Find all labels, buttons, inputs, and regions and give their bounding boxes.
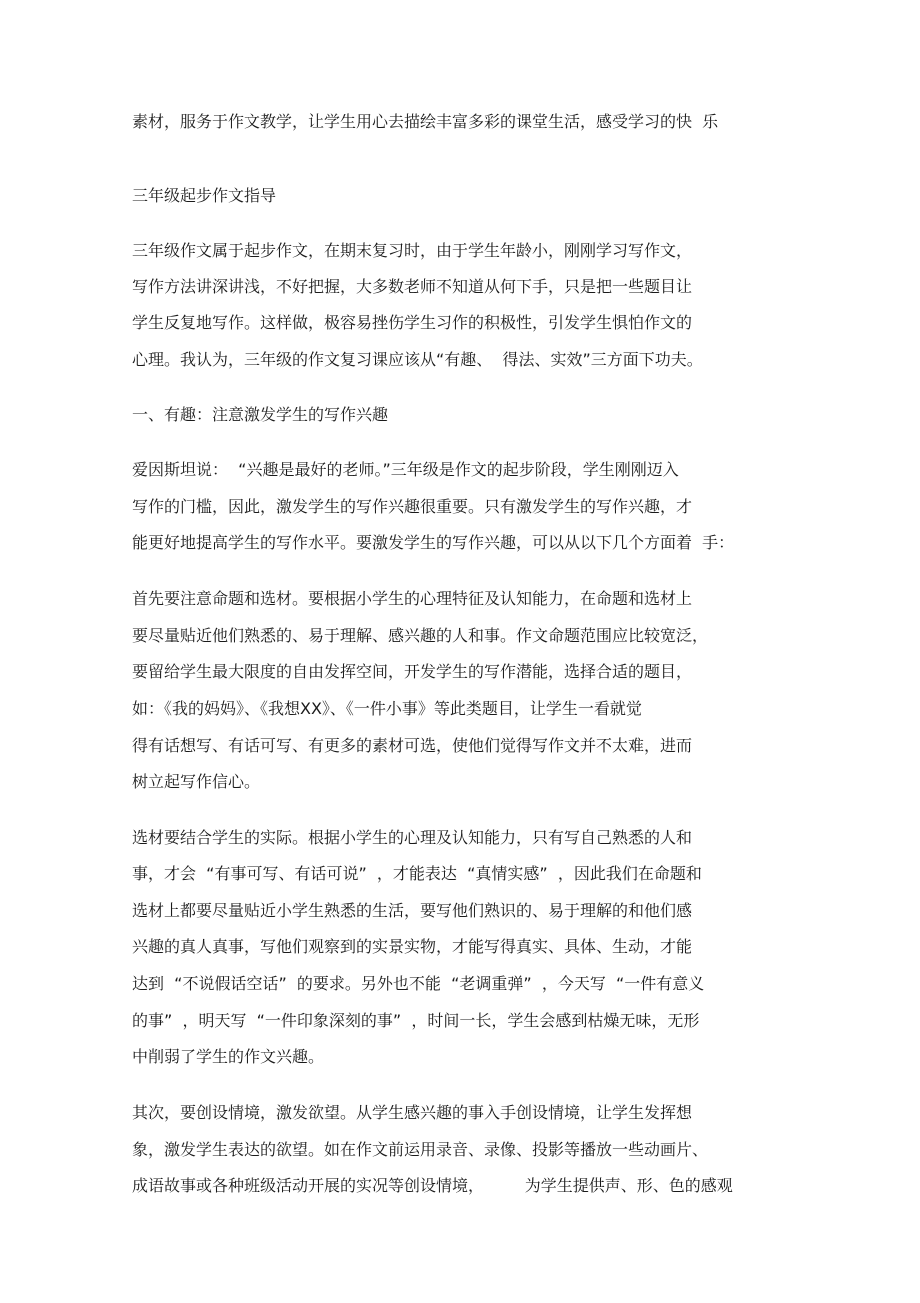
text-line: 学生反复地写作。这样做，极容易挫伤学生习作的积极性，引发学生惧怕作文的: [132, 313, 693, 332]
text-line: 如：《我的妈妈》、《我想XX》、《一件小事》等此类题目，让学生一看就觉: [132, 699, 642, 718]
text-line: 要留给学生最大限度的自由发挥空间，开发学生的写作潜能，选择合适的题目，: [132, 662, 693, 681]
text-line: 选材上都要尽量贴近小学生熟悉的生活，要写他们熟识的、易于理解的和他们感: [132, 901, 693, 920]
text-line: 写作的门槛，因此，激发学生的写作兴趣很重要。只有激发学生的写作兴趣，才: [132, 497, 693, 516]
text-line: 心理。我认为，三年级的作文复习课应该从“有趣、 得法、实效”三方面下功夫。: [132, 350, 703, 369]
text-line: 要尽量贴近他们熟悉的、易于理解、感兴趣的人和事。作文命题范围应比较宽泛，: [132, 626, 709, 645]
text-line: 写作方法讲深讲浅，不好把握，大多数老师不知道从何下手，只是把一些题目让: [132, 277, 693, 296]
text-line: 达到 “不说假话空话” 的要求。另外也不能 “老调重弹” ，今天写 “一件有意义: [132, 974, 705, 993]
text-line: 树立起写作信心。: [132, 772, 261, 791]
text-line: 事，才会 “有事可写、有话可说” ，才能表达 “真情实感” ，因此我们在命题和: [132, 864, 702, 883]
text-line: 首先要注意命题和选材。要根据小学生的心理特征及认知能力，在命题和选材上: [132, 589, 693, 608]
text-line: 得有话想写、有话可写、有更多的素材可选，使他们觉得写作文并不太难，进而: [132, 736, 693, 755]
text-line: 素材，服务于作文教学，让学生用心去描绘丰富多彩的课堂生活，感受学习的快 乐: [132, 112, 719, 131]
section-title: 三年级起步作文指导: [132, 186, 277, 205]
text-line: 的事” ，明天写 “一件印象深刻的事” ，时间一长，学生会感到枯燥无味，无形: [132, 1011, 700, 1030]
text-line: 三年级作文属于起步作文，在期末复习时，由于学生年龄小，刚刚学习写作文，: [132, 241, 693, 260]
text-line: 象，激发学生表达的欲望。如在作文前运用录音、录像、投影等播放一些动画片、: [132, 1140, 709, 1159]
text-line: 选材要结合学生的实际。根据小学生的心理及认知能力，只有写自己熟悉的人和: [132, 828, 693, 847]
text-line: 爱因斯坦说： “兴趣是最好的老师。”三年级是作文的起步阶段，学生刚刚迈入: [132, 460, 679, 479]
text-line: 兴趣的真人真事，写他们观察到的实景实物，才能写得真实、具体、生动，才能: [132, 937, 693, 956]
text-line: 能更好地提高学生的写作水平。要激发学生的写作兴趣，可以从以下几个方面着 手：: [132, 533, 735, 552]
text-line: 成语故事或各种班级活动开展的实况等创设情境， 为学生提供声、形、色的感观: [132, 1176, 733, 1195]
text-line: 中削弱了学生的作文兴趣。: [132, 1047, 325, 1066]
section-heading: 一、有趣：注意激发学生的写作兴趣: [132, 405, 389, 424]
text-line: 其次，要创设情境，激发欲望。从学生感兴趣的事入手创设情境，让学生发挥想: [132, 1103, 693, 1122]
